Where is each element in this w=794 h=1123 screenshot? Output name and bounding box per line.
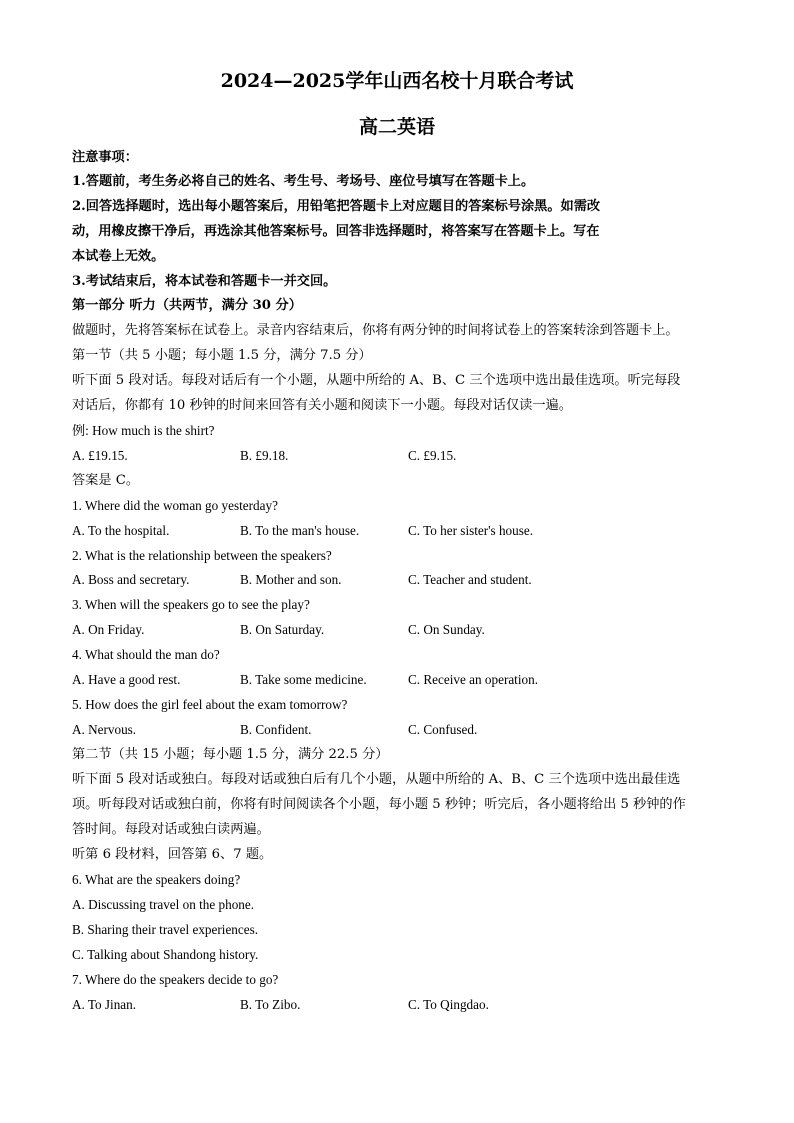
part1-intro: 做题时，先将答案标在试卷上。录音内容结束后，你将有两分钟的时间将试卷上的答案转涂到答题卡上。: [72, 323, 679, 338]
question-1-option-c: C. To her sister's house.: [408, 523, 534, 538]
page-title: 2024—2025学年山西名校十月联合考试: [220, 70, 574, 92]
question-7: 7. Where do the speakers decide to go?: [72, 972, 279, 987]
question-7-option-a: A. To Jinan.: [72, 997, 137, 1012]
question-1: 1. Where did the woman go yesterday?: [72, 498, 278, 513]
section1-heading: 第一节（共 5 小题；每小题 1.5 分，满分 7.5 分）: [72, 348, 372, 363]
question-6-option-b: B. Sharing their travel experiences.: [72, 922, 259, 937]
notice-item-1: 1.答题前，考生务必将自己的姓名、考生号、考场号、座位号填写在答题卡上。: [72, 174, 535, 189]
notice-item-2: 2.回答选择题时，选出每小题答案后，用铅笔把答题卡上对应题目的答案标号涂黑。如需改: [72, 199, 601, 214]
question-4-option-a: A. Have a good rest.: [72, 672, 181, 687]
question-3-option-a: A. On Friday.: [72, 622, 145, 637]
example-question: 例: How much is the shirt?: [72, 423, 215, 438]
question-4: 4. What should the man do?: [72, 647, 220, 662]
example-answer: 答案是 C。: [72, 473, 140, 488]
example-option-c: C. £9.15.: [408, 448, 457, 463]
question-7-option-b: B. To Zibo.: [240, 997, 301, 1012]
question-6: 6. What are the speakers doing?: [72, 872, 241, 887]
notice-item-2-cont: 动，用橡皮擦干净后，再选涂其他答案标号。回答非选择题时，将答案写在答题卡上。写在: [72, 224, 600, 239]
section1-intro-1: 听下面 5 段对话。每段对话后有一个小题，从题中所给的 A、B、C 三个选项中选出最佳选项。听完每段: [72, 373, 681, 388]
question-2-option-c: C. Teacher and student.: [408, 572, 532, 587]
question-4-option-b: B. Take some medicine.: [240, 672, 367, 687]
example-option-b: B. £9.18.: [240, 448, 289, 463]
part1-heading: 第一部分 听力（共两节，满分 30 分）: [72, 298, 302, 313]
question-3-option-b: B. On Saturday.: [240, 622, 325, 637]
question-5-option-c: C. Confused.: [408, 722, 478, 737]
section2-intro-3: 答时间。每段对话或独白读两遍。: [72, 822, 270, 837]
section2-intro-1: 听下面 5 段对话或独白。每段对话或独白后有几个小题，从题中所给的 A、B、C 三个选项中选出最佳选: [72, 772, 681, 787]
example-option-a: A. £19.15.: [72, 448, 128, 463]
question-2-option-b: B. Mother and son.: [240, 572, 342, 587]
question-3-option-c: C. On Sunday.: [408, 622, 485, 637]
question-6-option-c: C. Talking about Shandong history.: [72, 947, 259, 962]
notice-item-3: 3.考试结束后，将本试卷和答题卡一并交回。: [72, 274, 337, 289]
section2-heading: 第二节（共 15 小题；每小题 1.5 分，满分 22.5 分）: [72, 747, 389, 762]
question-3: 3. When will the speakers go to see the play?: [72, 597, 310, 612]
question-2: 2. What is the relationship between the speakers?: [72, 548, 332, 563]
notice-heading: 注意事项：: [72, 150, 138, 165]
question-1-option-a: A. To the hospital.: [72, 523, 170, 538]
question-1-option-b: B. To the man's house.: [240, 523, 360, 538]
material-6-heading: 听第 6 段材料，回答第 6、7 题。: [72, 847, 273, 862]
page-subtitle: 高二英语: [358, 116, 435, 138]
question-6-option-a: A. Discussing travel on the phone.: [72, 897, 255, 912]
question-2-option-a: A. Boss and secretary.: [72, 572, 190, 587]
section2-intro-2: 项。听每段对话或独白前，你将有时间阅读各个小题，每小题 5 秒钟；听完后，各小题将给出 5 秒钟的作: [72, 797, 686, 812]
question-7-option-c: C. To Qingdao.: [408, 997, 489, 1012]
question-5-option-b: B. Confident.: [240, 722, 312, 737]
section1-intro-2: 对话后，你都有 10 秒钟的时间来回答有关小题和阅读下一小题。每段对话仅读一遍。: [72, 398, 572, 413]
question-5: 5. How does the girl feel about the exam tomorrow?: [72, 697, 348, 712]
notice-item-2-end: 本试卷上无效。: [72, 249, 165, 264]
question-4-option-c: C. Receive an operation.: [408, 672, 538, 687]
question-5-option-a: A. Nervous.: [72, 722, 137, 737]
